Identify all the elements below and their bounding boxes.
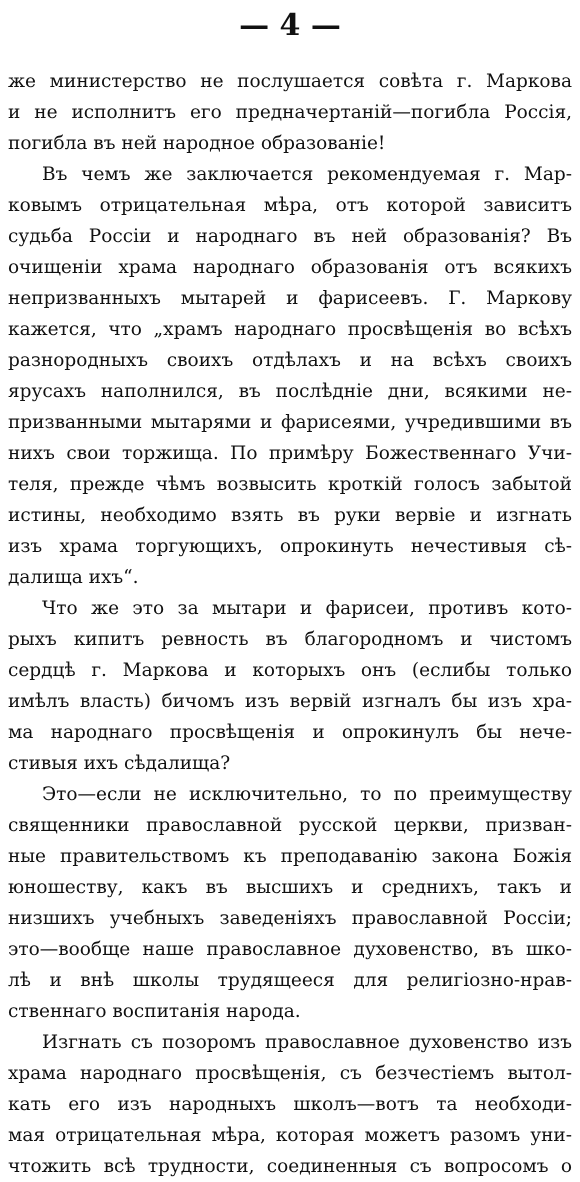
text-line: лѣ и внѣ школы трудящееся для религіозно-нрав-	[8, 970, 572, 991]
text-line: ственнаго воспитанія народа.	[8, 1001, 301, 1022]
text-line: судьба Россіи и народнаго въ ней образованія? Въ	[8, 226, 572, 247]
text-line: Это—если не исключительно, то по преимуществу	[42, 784, 572, 805]
text-line: храма народнаго просвѣщенія, съ безчестіемъ вытол-	[8, 1063, 572, 1084]
text-line: Изгнать съ позоромъ православное духовенство изъ	[42, 1032, 572, 1053]
text-line: непризванныхъ мытарей и фарисеевъ. Г. Маркову	[8, 288, 572, 309]
text-line: изъ храма торгующихъ, опрокинуть нечестивыя сѣ-	[8, 536, 572, 557]
text-line: низшихъ учебныхъ заведеніяхъ православной Россіи;	[8, 908, 572, 929]
text-line: теля, прежде чѣмъ возвысить кроткій голосъ забытой	[8, 474, 572, 495]
text-line: ковымъ отрицательная мѣра, отъ которой зависитъ	[8, 195, 572, 216]
text-line: же министерство не послушается совѣта г. Маркова	[8, 71, 572, 92]
text-line: юношеству, какъ въ высшихъ и среднихъ, такъ и	[8, 877, 572, 898]
text-line: нихъ свои торжища. По примѣру Божественнаго Учи-	[8, 443, 572, 464]
text-line: стивыя ихъ сѣдалища?	[8, 753, 231, 774]
text-line: ные правительствомъ къ преподаванію закона Божія	[8, 846, 572, 867]
text-line: священники православной русской церкви, призван-	[8, 815, 572, 836]
text-line: кажется, что „храмъ народнаго просвѣщенія во всѣхъ	[8, 319, 572, 340]
text-line: Что же это за мытари и фарисеи, противъ кото-	[42, 598, 572, 619]
text-line: ярусахъ наполнился, въ послѣдніе дни, всякими не-	[8, 381, 572, 402]
text-line: очищеніи храма народнаго образованія отъ всякихъ	[8, 257, 572, 278]
page-number: — 4 —	[239, 8, 341, 43]
text-line: сердцѣ г. Маркова и которыхъ онъ (еслибы только	[8, 660, 572, 681]
text-line: чтожить всѣ трудности, соединенныя съ вопросомъ о	[8, 1156, 572, 1177]
text-line: кать его изъ народныхъ школъ—вотъ та необходи-	[8, 1094, 572, 1115]
text-line: разнородныхъ своихъ отдѣлахъ и на всѣхъ своихъ	[8, 350, 572, 371]
text-line: ма народнаго просвѣщенія и опрокинулъ бы нече-	[8, 722, 572, 743]
text-line: Въ чемъ же заключается рекомендуемая г. Мар-	[42, 164, 572, 185]
text-line: рыхъ кипитъ ревность въ благородномъ и чистомъ	[8, 629, 572, 650]
text-line: погибла въ ней народное образованіе!	[8, 133, 386, 154]
text-line: далища ихъ“.	[8, 567, 139, 588]
page-body-text	[8, 66, 572, 1182]
text-line: это—вообще наше православное духовенство, въ шко-	[8, 939, 572, 960]
text-line: мая отрицательная мѣра, которая можетъ разомъ уни-	[8, 1125, 572, 1146]
text-line: призванными мытарями и фарисеями, учредившими въ	[8, 412, 572, 433]
text-line: истины, необходимо взять въ руки вервіе и изгнать	[8, 505, 572, 526]
text-line: и не исполнитъ его предначертаній—погибла Россія,	[8, 102, 572, 123]
text-line: имѣлъ власть) бичомъ изъ вервій изгналъ бы изъ хра-	[8, 691, 572, 712]
